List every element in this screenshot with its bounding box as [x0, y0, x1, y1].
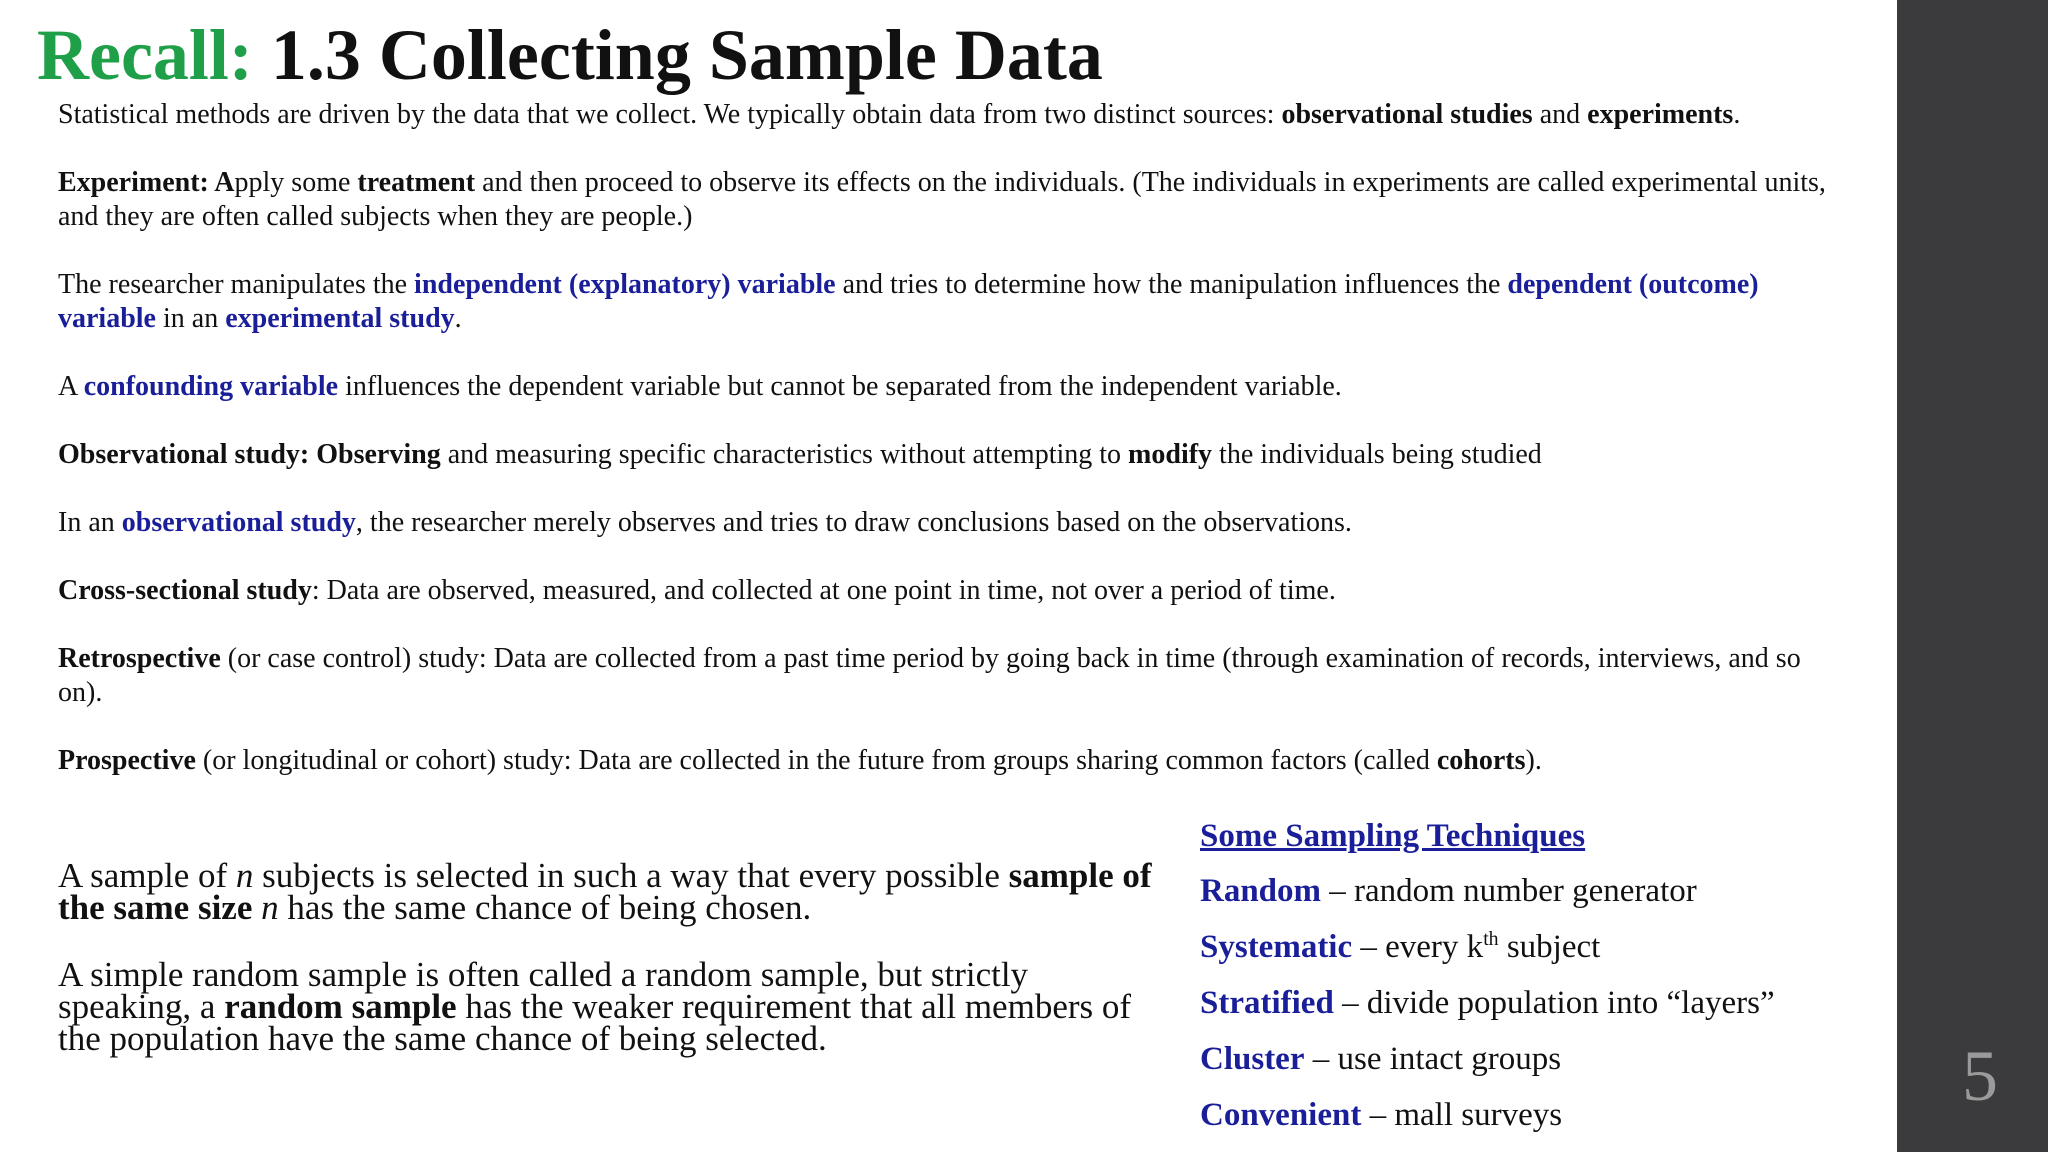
- slide-title: [37, 10, 1103, 100]
- text: in an: [156, 303, 226, 334]
- text: and tries to determine how the manipulation influences the: [835, 269, 1508, 300]
- text: In an: [58, 507, 122, 538]
- technique-systematic: [1200, 927, 1880, 967]
- technique-desc: subject: [1498, 929, 1601, 965]
- term-label: Experiment: A: [58, 167, 235, 198]
- bold-term: random sample: [224, 987, 457, 1026]
- text: and: [1532, 99, 1588, 130]
- text: ).: [1525, 745, 1542, 776]
- researcher-paragraph: [58, 268, 1838, 336]
- title-recall: Recall:: [37, 15, 253, 95]
- technique-desc: – mall surveys: [1361, 1097, 1563, 1133]
- sampling-techniques-heading: Some Sampling Techniques: [1200, 818, 1586, 854]
- title-main: 1.3 Collecting Sample Data: [270, 15, 1103, 95]
- keyword: confounding variable: [83, 371, 339, 402]
- prospective-paragraph: [58, 744, 1838, 778]
- text: (or longitudinal or cohort) study: Data are collected in the future from groups sharing common factors (called: [195, 745, 1437, 776]
- technique-term: Cluster: [1200, 1041, 1305, 1077]
- technique-cluster: [1200, 1039, 1880, 1079]
- technique-desc: – use intact groups: [1304, 1041, 1562, 1077]
- cross-sectional-paragraph: [58, 574, 1838, 608]
- text: influences the dependent variable but cannot be separated from the independent variable.: [338, 371, 1342, 402]
- slide-number: 5: [1962, 1036, 1998, 1116]
- bold-term: treatment: [357, 167, 476, 198]
- intro-paragraph: [58, 98, 1838, 132]
- term-label: Retrospective: [58, 643, 221, 674]
- technique-term: Random: [1200, 873, 1322, 909]
- text: A simple random sample is often called a random sample, but strictly speaking, a: [58, 955, 1029, 1026]
- bold-term: observational studies: [1281, 99, 1533, 130]
- superscript: th: [1483, 928, 1499, 950]
- variable-n: n: [261, 888, 279, 927]
- technique-term: Stratified: [1200, 985, 1334, 1021]
- retrospective-paragraph: [58, 642, 1838, 710]
- random-sample-definition: [58, 955, 1168, 1058]
- term-label: Cross-sectional study: [58, 575, 312, 606]
- bold-term: sample of the same size: [58, 856, 1152, 927]
- term-label: Prospective: [58, 745, 196, 776]
- text: and then proceed to observe its effects on the individuals. (The individuals in experiments are called experimental units, and they are often called subjects when they are people.): [58, 167, 1826, 232]
- keyword: independent (explanatory) variable: [414, 269, 836, 300]
- technique-stratified: [1200, 983, 1880, 1023]
- text: subjects is selected in such a way that every possible: [253, 856, 1009, 895]
- text: A: [58, 371, 84, 402]
- text: the individuals being studied: [1212, 439, 1542, 470]
- technique-term: Systematic: [1200, 929, 1353, 965]
- experiment-paragraph: [58, 166, 1838, 234]
- bold-term: cohorts: [1436, 745, 1526, 776]
- text: : Data are observed, measured, and collected at one point in time, not over a period of time.: [311, 575, 1336, 606]
- side-bar: [1897, 0, 2048, 1152]
- text: .: [454, 303, 462, 334]
- text: , the researcher merely observes and tries to draw conclusions based on the observations.: [355, 507, 1352, 538]
- body-text: [58, 98, 1838, 812]
- technique-desc: – random number generator: [1321, 873, 1697, 909]
- variable-n: n: [235, 856, 254, 895]
- term-label: Observational study: Observing: [58, 439, 441, 470]
- text: (or case control) study: Data are collected from a past time period by going back in time (through examination of records, interviews, and so on).: [58, 643, 1801, 708]
- confounding-paragraph: [58, 370, 1838, 404]
- text: The researcher manipulates the: [58, 269, 415, 300]
- keyword: experimental study: [225, 303, 455, 334]
- technique-desc: – divide population into “layers”: [1333, 985, 1775, 1021]
- text: has the same chance of being chosen.: [278, 888, 812, 927]
- bold-term: experiments: [1587, 99, 1734, 130]
- text: and measuring specific characteristics without attempting to: [440, 439, 1129, 470]
- text: Statistical methods are driven by the data that we collect. We typically obtain data from two distinct sources:: [58, 99, 1282, 130]
- sampling-techniques: [1200, 816, 1880, 1151]
- text: .: [1733, 99, 1741, 130]
- sample-definitions: [58, 856, 1168, 1090]
- technique-term: Convenient: [1200, 1097, 1362, 1133]
- sample-definition: [58, 856, 1168, 927]
- keyword: dependent (outcome) variable: [58, 269, 1759, 334]
- technique-convenient: [1200, 1095, 1880, 1135]
- observational-detail-paragraph: [58, 506, 1838, 540]
- bold-term: modify: [1128, 439, 1213, 470]
- keyword: observational study: [121, 507, 356, 538]
- text: A sample of: [58, 856, 236, 895]
- text: [252, 888, 261, 927]
- text: has the weaker requirement that all members of the population have the same chance of being selected.: [58, 987, 1132, 1058]
- observational-paragraph: [58, 438, 1838, 472]
- technique-desc: – every k: [1352, 929, 1484, 965]
- technique-random: [1200, 871, 1880, 911]
- text: pply some: [234, 167, 358, 198]
